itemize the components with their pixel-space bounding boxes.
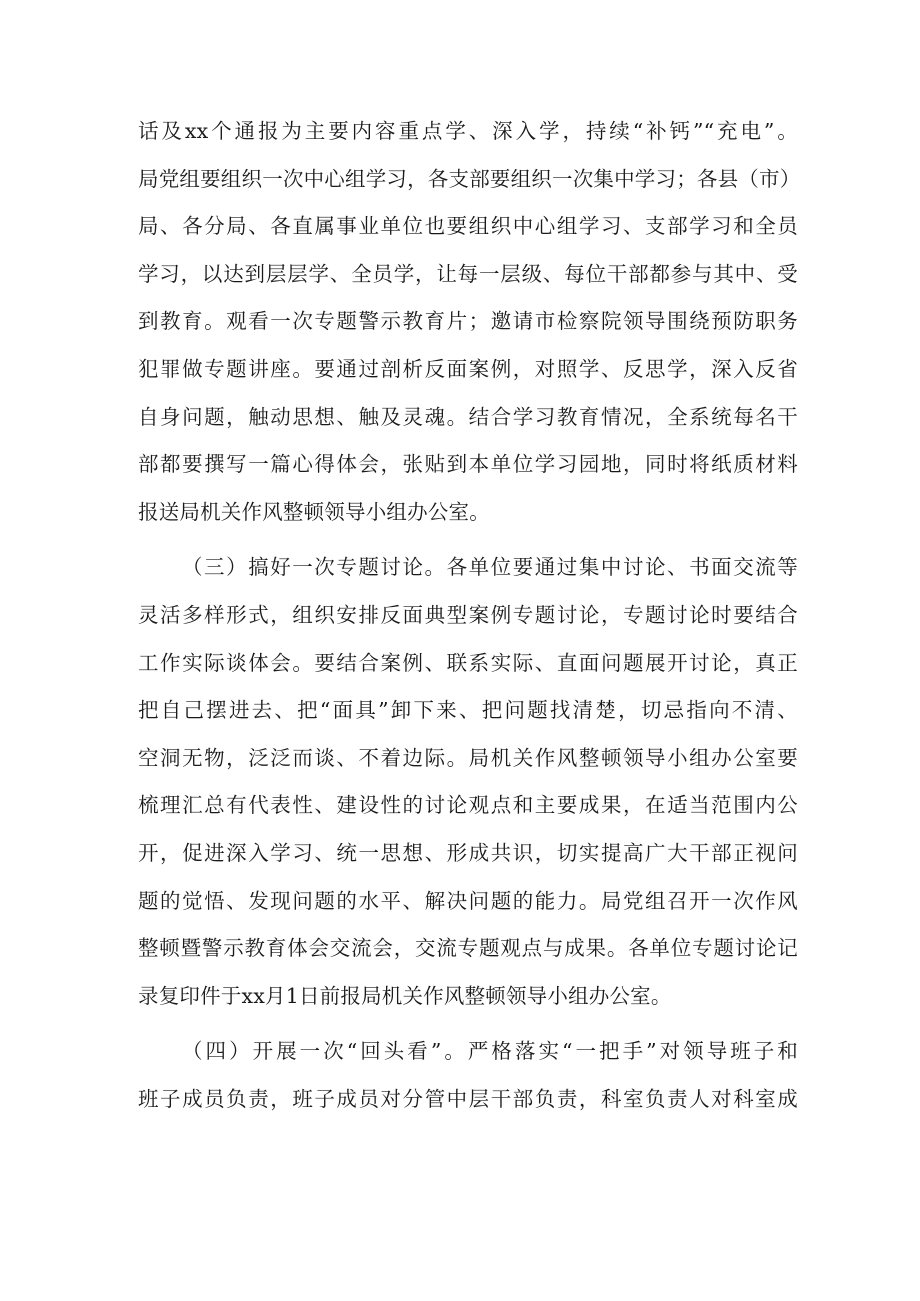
text-line: 报送局机关作风整顿领导小组办公室。: [138, 499, 490, 524]
text-line: 犯罪做专题讲座。要通过剖析反面案例，对照学、反思学，深入反省: [138, 356, 798, 381]
text-line: 部都要撰写一篇心得体会，张贴到本单位学习园地，同时将纸质材料: [138, 452, 798, 477]
text-line: 班子成员负责，班子成员对分管中层干部负责，科室负责人对科室成: [138, 1086, 798, 1111]
paragraph-study: [138, 108, 801, 536]
text-line: （三）搞好一次专题讨论。各单位要通过集中讨论、书面交流等: [182, 555, 798, 580]
text-line: 整顿暨警示教育体会交流会，交流专题观点与成果。各单位专题讨论记: [138, 936, 798, 961]
paragraph-topic-discussion: [138, 544, 798, 1020]
text-line: 录复印件于xx月1日前报局机关作风整顿领导小组办公室。: [138, 983, 672, 1008]
text-line: 局、各分局、各直属事业单位也要组织中心组学习、支部学习和全员: [138, 214, 798, 239]
paragraph-spacer: [138, 536, 798, 544]
text-line: 自身问题，触动思想、触及灵魂。结合学习教育情况，全系统每名干: [138, 404, 798, 429]
paragraph-look-back: [138, 1028, 798, 1123]
text-line: 梳理汇总有代表性、建设性的讨论观点和主要成果，在适当范围内公: [138, 793, 798, 818]
text-line: 到教育。观看一次专题警示教育片；邀请市检察院领导围绕预防职务: [138, 309, 798, 334]
text-line: 空洞无物，泛泛而谈、不着边际。局机关作风整顿领导小组办公室要: [138, 745, 798, 770]
document-body: [138, 108, 801, 1123]
text-line: 学习，以达到层层学、全员学，让每一层级、每位干部都参与其中、受: [138, 261, 798, 286]
text-line: 局党组要组织一次中心组学习，各支部要组织一次集中学习；各县（市）: [138, 166, 801, 191]
text-line: 开，促进深入学习、统一思想、形成共识，切实提高广大干部正视问: [138, 840, 798, 865]
paragraph-spacer: [138, 1020, 798, 1028]
text-line: 工作实际谈体会。要结合案例、联系实际、直面问题展开讨论，真正: [138, 650, 798, 675]
text-line: （四）开展一次“回头看”。严格落实“一把手”对领导班子和: [182, 1039, 798, 1064]
text-line: 话及xx个通报为主要内容重点学、深入学，持续“补钙”“充电”。: [138, 119, 798, 143]
text-line: 灵活多样形式，组织安排反面典型案例专题讨论，专题讨论时要结合: [138, 602, 798, 627]
text-line: 把自己摆进去、把“面具”卸下来、把问题找清楚，切忌指向不清、: [138, 698, 798, 723]
text-line: 题的觉悟、发现问题的水平、解决问题的能力。局党组召开一次作风: [138, 888, 798, 913]
